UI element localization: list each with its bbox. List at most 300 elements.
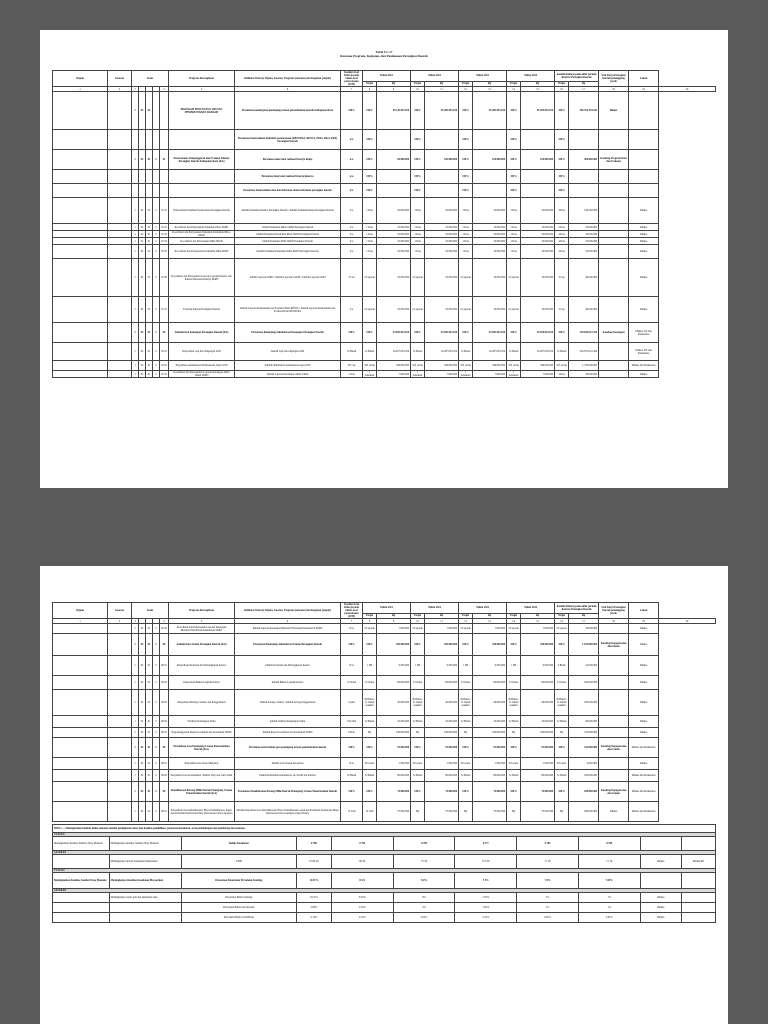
kode-cell: 2	[153, 716, 160, 728]
program-cell: Penyediaan Jasa Komunikasi, Sumber Daya Air dan Listrik	[169, 770, 235, 782]
header-kode: Kode	[132, 603, 169, 619]
header-lokasi: Lokasi	[629, 603, 659, 619]
column-number: 1	[53, 619, 108, 624]
kode-cell: 2	[153, 323, 160, 343]
tujuan-cell	[53, 656, 108, 676]
column-number: 10	[411, 87, 425, 92]
indikator-cell: Jumlah Dokumen Perubahan RKA-SKPD Perangkat Daerah	[235, 231, 341, 238]
target-cell: 30 Bulan / 7x dalam setahun	[363, 690, 377, 716]
target-cell: 1 Dok	[363, 198, 377, 224]
indikator-label: Prevalensi Balita Gizi Buruk	[181, 913, 296, 923]
target-cell: 1 dokumen	[363, 371, 377, 378]
kode-cell: 06 01	[160, 656, 169, 676]
kode-cell: 02 04	[160, 624, 169, 634]
kode-cell	[132, 130, 139, 150]
rp-cell: 54.650.003.106	[521, 323, 555, 343]
header-unit-kerja: Unit Kerja Perangkat Daerah penanggung jawab	[599, 603, 629, 619]
kode-cell: 01	[146, 634, 153, 656]
program-cell: Penyediaan Peralatan dan Perlengkapan Kantor	[169, 656, 235, 676]
column-number: 7	[341, 619, 363, 624]
kode-cell: 02	[139, 198, 146, 224]
program-cell: Penyusunan Dokumen Perencanaan Perangkat Daerah	[169, 198, 235, 224]
target-cell: Bp	[411, 728, 425, 738]
target-cell: 30 Bulan / 7x dalam setahun	[459, 690, 473, 716]
indikator-value: 1%	[517, 903, 579, 913]
program-cell: Koordinasi dan Penyusunan Laporan Keuangan Akhir Tahun SKPD	[169, 371, 235, 378]
rp-cell: 70.000.000	[377, 802, 411, 822]
kode-cell: 02 02	[160, 361, 169, 371]
tujuan-cell	[53, 184, 108, 198]
unit-kerja-cell: Kasubag Kepegawaian dan Umum	[599, 782, 629, 802]
rp-cell: 10.000.000	[377, 231, 411, 238]
target-cell: 1 Dok	[411, 238, 425, 245]
target-cell: 1 Dok	[363, 224, 377, 231]
kondisi-awal-cell: 134 Tmu	[341, 716, 363, 728]
target-cell: 100%	[459, 92, 473, 130]
rp-cell: 20.000.000	[521, 198, 555, 224]
tujuan-cell	[53, 150, 108, 170]
sasaran-cell	[108, 92, 132, 130]
indikator-cell: Jumlah surat masuk dan keluar	[235, 758, 341, 770]
target-cell: 1 Dok	[459, 231, 473, 238]
rp-cell: 70.000.000	[377, 782, 411, 802]
sasaran-cell	[108, 361, 132, 371]
kode-cell: 1	[132, 770, 139, 782]
lokasi-cell: Dinkes	[629, 245, 659, 259]
column-number: 5	[169, 87, 235, 92]
kode-cell: 01	[146, 624, 153, 634]
rp-cell: 40.000.000	[569, 716, 599, 728]
target-cell: 1 Bh	[507, 656, 521, 676]
kode-cell	[160, 92, 169, 130]
lokasi-cell: Dinkes	[629, 198, 659, 224]
tujuan-heading: TUJUAN	[53, 833, 716, 837]
program-cell: Penyediaan Jasa Pemeliharaan, Biaya Pemeliharaan, Pajak, dan Perizinan Kendaraan Dinas Operasional atau Lapangan	[169, 802, 235, 822]
target-cell: 1 dokumen	[459, 371, 473, 378]
target-cell: 100%	[363, 92, 377, 130]
sasaran-cell	[108, 130, 132, 150]
tujuan-cell	[53, 802, 108, 822]
table-row	[53, 297, 716, 323]
table-row	[53, 130, 716, 150]
tujuan-cell	[53, 738, 108, 758]
kondisi-awal-cell: 12 bulan	[341, 676, 363, 690]
tujuan-cell	[53, 676, 108, 690]
lokasi-cell: Dinkes, RS dan Puskesmas	[629, 323, 659, 343]
rp-cell	[569, 170, 599, 184]
target-cell: 100%	[411, 323, 425, 343]
kondisi-awal-cell: 13 Unit	[341, 802, 363, 822]
target-cell: 1 Dok	[507, 238, 521, 245]
indikator-value: 2.50%	[331, 903, 393, 913]
kondisi-awal-cell: 100%	[341, 782, 363, 802]
tujuan-cell	[53, 238, 108, 245]
rp-cell: 40.000.000	[473, 690, 507, 716]
indikator-cell: Jumlah Dokumen Perubahan DPA-SKPD Perangkat Daerah	[235, 245, 341, 259]
target-cell: 100%	[363, 738, 377, 758]
rp-cell: 10.000.000	[521, 224, 555, 231]
tujuan-cell	[53, 913, 110, 923]
table-row	[53, 231, 716, 238]
rp-cell: 10.000.000	[377, 238, 411, 245]
target-cell: 12 Bulan	[507, 716, 521, 728]
rp-cell: 10.000.000	[425, 716, 459, 728]
rp-cell	[377, 184, 411, 198]
column-number: 14	[507, 87, 521, 92]
lokasi-cell	[681, 873, 715, 889]
target-cell: 4 Buah	[555, 656, 569, 676]
column-number: 6	[235, 619, 341, 624]
sasaran-cell	[108, 716, 132, 728]
header-kondisi-awal: Kondisi Awal Kinerja pada tahun awal perencanaan (2019)	[341, 603, 363, 619]
rp-cell	[521, 130, 555, 150]
target-cell: Bp	[555, 728, 569, 738]
kode-cell: 02	[139, 231, 146, 238]
kondisi-awal-cell: n/a	[341, 150, 363, 170]
kode-cell: 1	[132, 802, 139, 822]
target-cell: 1 Dok	[363, 231, 377, 238]
kondisi-awal-cell: 1 Dok	[341, 371, 363, 378]
tujuan-cell	[53, 198, 108, 224]
rp-cell: 180.000.000	[521, 728, 555, 738]
program-cell: Penyelenggaraan Rapat Koordinasi dan Konsultasi SKPD	[169, 728, 235, 738]
rp-cell: 439.000.000	[377, 361, 411, 371]
rp-cell	[425, 130, 459, 150]
kode-cell	[153, 170, 160, 184]
rp-cell: 218.073.012.424	[569, 343, 599, 361]
sasaran-cell	[108, 259, 132, 297]
header-rp: Rp	[569, 81, 599, 86]
target-cell: 12 bulan	[555, 676, 569, 690]
indikator-cell: Jumlah Laporan Keuangan Akhir Tahun	[235, 371, 341, 378]
indikator-value: 0.05%	[393, 913, 455, 923]
program-cell: Evaluasi Kinerja Perangkat Daerah	[169, 297, 235, 323]
lokasi-cell	[629, 170, 659, 184]
kode-cell: 1	[132, 738, 139, 758]
kondisi-awal-cell: 6 Dok	[341, 728, 363, 738]
indikator-value: 8%	[393, 893, 455, 903]
sasaran-cell	[108, 656, 132, 676]
column-number: 4	[160, 87, 169, 92]
table-row	[53, 224, 716, 231]
column-number: 13	[473, 619, 507, 624]
misi-text: MISI I — Meningkatkan kualitas hidup manusia melalui peningkatan akses dan kualitas pendidikan, pelayanan kesehatan, serta perlindungan dan pemberdayaan manusia.	[53, 825, 716, 833]
rp-cell	[521, 184, 555, 198]
target-cell: 100%	[555, 782, 569, 802]
column-number: 3	[132, 619, 139, 624]
kode-cell: 01	[146, 245, 153, 259]
column-number: 2	[108, 619, 132, 624]
program-cell: Koordinasi dan Penyusunan Laporan Keuangan Bulanan/Triwulanan/Semesteran SKPD	[169, 624, 235, 634]
rp-cell: 81.000.000	[425, 738, 459, 758]
header-target: Target	[507, 613, 521, 618]
target-cell: 1 Dok	[507, 245, 521, 259]
kode-cell: 1	[132, 716, 139, 728]
indikator-cell: Jumlah Laporan Pelaksanaan dan Evaluasi Hasil RENJA / Jumlah Laporan Pelaksanaan dan Evaluasi Hasil RENSTRA	[235, 297, 341, 323]
indikator-value: 0.05%	[517, 913, 579, 923]
column-number: 12	[459, 619, 473, 624]
target-cell: 100%	[507, 184, 521, 198]
kode-cell: 01	[146, 738, 153, 758]
document-page-2	[40, 566, 728, 1024]
kode-cell: 1	[132, 231, 139, 238]
indikator-value: 67.99 Th	[296, 855, 331, 869]
sasaran-2: Meningkatnya status gizi dan kesehatan anak	[109, 893, 181, 903]
rp-cell: 10.000.000	[425, 231, 459, 238]
kode-cell: 01 04	[161, 239, 167, 243]
target-cell: 325 surat	[411, 758, 425, 770]
kode-cell	[139, 130, 146, 150]
header-tahun-2021: Tahun 2021	[363, 603, 411, 614]
column-number: 18	[599, 619, 629, 624]
kode-cell: 01 03	[161, 232, 167, 236]
header-lokasi: Lokasi	[629, 71, 659, 87]
target-cell: 100%	[555, 184, 569, 198]
rp-cell: 80.000.000	[377, 770, 411, 782]
lokasi-cell: Dinkes	[629, 624, 659, 634]
kode-cell: 02 03	[161, 372, 167, 376]
unit-kerja-cell: Kasubag Kepegawaian dan Umum	[599, 738, 629, 758]
indikator-cell: Persentase intervensi realisasi Kinerja Renja	[235, 150, 341, 170]
kode-cell: 06 04	[160, 716, 169, 728]
program-cell: Penyediaan Gaji dan Tunjangan ASN	[169, 343, 235, 361]
rp-cell: 95.205.003.106	[473, 92, 507, 130]
kondisi-awal-cell: 100%	[341, 323, 363, 343]
kode-cell: 01	[146, 371, 153, 378]
target-cell: 3 Laporan	[363, 624, 377, 634]
unit-kerja-cell	[640, 873, 681, 889]
target-cell: Bp	[459, 728, 473, 738]
table-row	[53, 343, 716, 361]
lokasi-cell: Dinkes/RS	[681, 855, 715, 869]
header-target: Target	[459, 613, 473, 618]
indikator-value: 0.785	[578, 837, 640, 851]
rp-cell: 60.000.000	[377, 150, 411, 170]
target-cell: 12 Bulan	[411, 716, 425, 728]
kode-cell: 1	[132, 198, 139, 224]
kode-cell: 06 05	[160, 728, 169, 738]
target-cell: 12 Bulan	[507, 343, 521, 361]
rp-cell: 296.000.000	[425, 634, 459, 656]
target-cell: 100%	[459, 170, 473, 184]
target-cell: 3 Laporan	[411, 624, 425, 634]
rp-cell: 7.000.000	[425, 624, 459, 634]
tujuan-2: Meningkatkan Kualitas Sumber Daya Manusia	[53, 873, 110, 889]
kode-cell: 02	[139, 690, 146, 716]
rp-cell: 60.000.000	[473, 676, 507, 690]
rp-cell: 80.000.000	[473, 770, 507, 782]
target-cell: 12 Bulan	[507, 770, 521, 782]
rp-cell: 280.000.000	[569, 802, 599, 822]
kode-cell: 01 05	[160, 245, 169, 259]
lokasi-cell	[681, 893, 715, 903]
indikator-value: 7%	[517, 893, 579, 903]
kode-cell: 02	[139, 92, 146, 130]
kondisi-awal-cell: N/A	[341, 656, 363, 676]
kode-cell: 02	[139, 238, 146, 245]
lokasi-cell: Dinkes	[629, 656, 659, 676]
kode-cell: 01	[146, 782, 153, 802]
header-kondisi-akhir: Kondisi Kinerja pada akhir periode Renstra Perangkat Daerah	[555, 603, 599, 614]
kode-cell: 01	[146, 92, 153, 130]
kode-cell: 01	[146, 728, 153, 738]
target-cell: 100%	[411, 184, 425, 198]
column-number: 15	[521, 619, 555, 624]
indikator-value: 70 Th	[393, 855, 455, 869]
target-cell: 100%	[555, 150, 569, 170]
lokasi-cell: Dinkes	[629, 259, 659, 297]
column-number: 15	[521, 87, 555, 92]
indikator-value: 0.10%	[455, 913, 517, 923]
target-cell: 100%	[411, 92, 425, 130]
rp-cell	[377, 170, 411, 184]
kode-cell: 02	[139, 624, 146, 634]
kode-cell	[146, 184, 153, 198]
program-cell: Administrasi Umum Perangkat Daerah (KA)	[169, 634, 235, 656]
kode-cell: 2	[153, 371, 160, 378]
indikator-value: 8.50%	[331, 893, 393, 903]
rp-cell: 10.000.000	[425, 297, 459, 323]
target-cell: 100%	[459, 634, 473, 656]
rp-cell: 296.000.000	[521, 634, 555, 656]
column-number: 11	[425, 619, 459, 624]
target-cell: 100%	[507, 130, 521, 150]
kode-cell	[132, 170, 139, 184]
header-indikator: Indikator Kinerja Tujuan, Sasaran, Program (outcome) dan Kegiatan (output)	[235, 603, 341, 619]
kode-cell	[153, 130, 160, 150]
unit-kerja-cell	[599, 728, 629, 738]
sasaran-cell	[108, 624, 132, 634]
indikator-value: 7%	[578, 893, 640, 903]
target-cell: 1 Bh	[363, 656, 377, 676]
rp-cell: 60.000.000	[425, 676, 459, 690]
kode-cell	[146, 130, 153, 150]
indikator-value: 7.00%	[578, 873, 640, 889]
kode-cell: 01	[146, 343, 153, 361]
header-target: Target	[555, 613, 569, 618]
kode-cell: 01	[146, 323, 153, 343]
kode-cell: 2	[153, 634, 160, 656]
target-cell: 1 Dok	[411, 224, 425, 231]
sasaran-cell	[108, 238, 132, 245]
kode-cell: 02	[139, 716, 146, 728]
indikator-value: 7.0%	[517, 873, 579, 889]
rp-cell: 54.287.003.106	[473, 343, 507, 361]
indikator-cell: Jumlah barang cetakan / Jumlah barang Penggandaan	[235, 690, 341, 716]
rp-cell: 10.000.000	[473, 245, 507, 259]
rp-cell: 10.000.000	[473, 259, 507, 297]
unit-kerja-cell: Dinkes	[599, 92, 629, 130]
kode-cell: 1	[132, 150, 139, 170]
table-row	[53, 802, 716, 822]
rp-cell: 95.145.003.106	[377, 92, 411, 130]
kode-cell: 02	[139, 782, 146, 802]
kondisi-awal-cell: n/a	[341, 224, 363, 231]
target-cell: 12 Bulan	[363, 770, 377, 782]
rp-cell	[473, 184, 507, 198]
kode-cell: 1	[132, 259, 139, 297]
kode-cell: 2	[153, 224, 160, 231]
tujuan-2-detail: Meningkatnya Kualitas Kesehatan Masyarakat	[109, 873, 181, 889]
header-program: Program dan kegiatan	[169, 603, 235, 619]
lokasi-cell: Dinkes dan Puskesmas	[629, 802, 659, 822]
kode-cell	[160, 130, 169, 150]
kode-cell: 01	[146, 224, 153, 231]
kode-cell: 1	[132, 624, 139, 634]
target-cell: 1 Dok	[411, 245, 425, 259]
indikator-cell: Persentase Penunjang Administrasi Keuangan Perangkat Daerah	[235, 323, 341, 343]
target-cell: 100%	[507, 150, 521, 170]
program-cell	[169, 184, 235, 198]
table-row	[53, 259, 716, 297]
kondisi-awal-cell: n/a	[341, 238, 363, 245]
tujuan-cell	[53, 224, 108, 231]
indikator-value: 7.50%	[455, 893, 517, 903]
kondisi-awal-cell: n/a	[341, 198, 363, 224]
sasaran-cell	[108, 738, 132, 758]
unit-kerja-cell	[599, 656, 629, 676]
target-cell: 325 orang	[507, 361, 521, 371]
indikator-row	[53, 903, 716, 913]
kode-cell: 2	[153, 361, 160, 371]
unit-kerja-cell	[599, 770, 629, 782]
renstra-table-page-2	[52, 602, 716, 822]
unit-kerja-cell: Dinkes	[599, 802, 629, 822]
tujuan-cell	[53, 371, 108, 378]
kode-cell: 02	[139, 676, 146, 690]
kode-cell	[139, 184, 146, 198]
rp-cell: 6.000.000	[377, 656, 411, 676]
kode-cell: 1	[132, 758, 139, 770]
unit-kerja-cell: Dinkes	[640, 913, 681, 923]
rp-cell: 360.000.000	[569, 150, 599, 170]
target-cell: 4 Dok	[555, 371, 569, 378]
rp-cell: 80.000.000	[521, 770, 555, 782]
rp-cell: 40.000.000	[425, 690, 459, 716]
kode-cell: 1	[132, 224, 139, 231]
kode-cell: 01	[146, 758, 153, 770]
rp-cell: 95.205.003.106	[521, 92, 555, 130]
program-cell	[169, 170, 235, 184]
indikator-value: 0.05%	[578, 913, 640, 923]
rp-cell: 1.184.000.000	[569, 634, 599, 656]
indikator-cell: Jumlah Rapat Koordinasi dan Konsultasi SKPD	[235, 728, 341, 738]
column-number: 17	[569, 619, 599, 624]
rp-cell	[521, 170, 555, 184]
target-cell: 3 Laporan	[459, 624, 473, 634]
rp-cell: 10.000.000	[473, 297, 507, 323]
rp-cell	[569, 184, 599, 198]
target-cell: 1 Bh	[411, 656, 425, 676]
indikator-value: 2%	[393, 903, 455, 913]
unit-kerja-cell	[599, 231, 629, 238]
target-cell: 325 surat	[363, 758, 377, 770]
kondisi-awal-cell: 12 Bulan	[341, 343, 363, 361]
kode-cell: 1	[132, 782, 139, 802]
rp-cell: 54.287.003.106	[521, 343, 555, 361]
table-row	[53, 184, 716, 198]
kode-cell: 2	[153, 676, 160, 690]
rp-cell: 160.000.000	[569, 690, 599, 716]
program-cell	[169, 130, 235, 150]
rp-cell: 81.000.000	[377, 738, 411, 758]
rp-cell: 10.000.000	[377, 224, 411, 231]
unit-kerja-cell: Kasubag Kepegawaian dan umum	[599, 634, 629, 656]
target-cell: 1 dokumen	[411, 371, 425, 378]
indikator-value: 0.789	[393, 837, 455, 851]
unit-kerja-cell: Kasubag Program Data dan Evaluasi	[599, 150, 629, 170]
table-row	[53, 170, 716, 184]
